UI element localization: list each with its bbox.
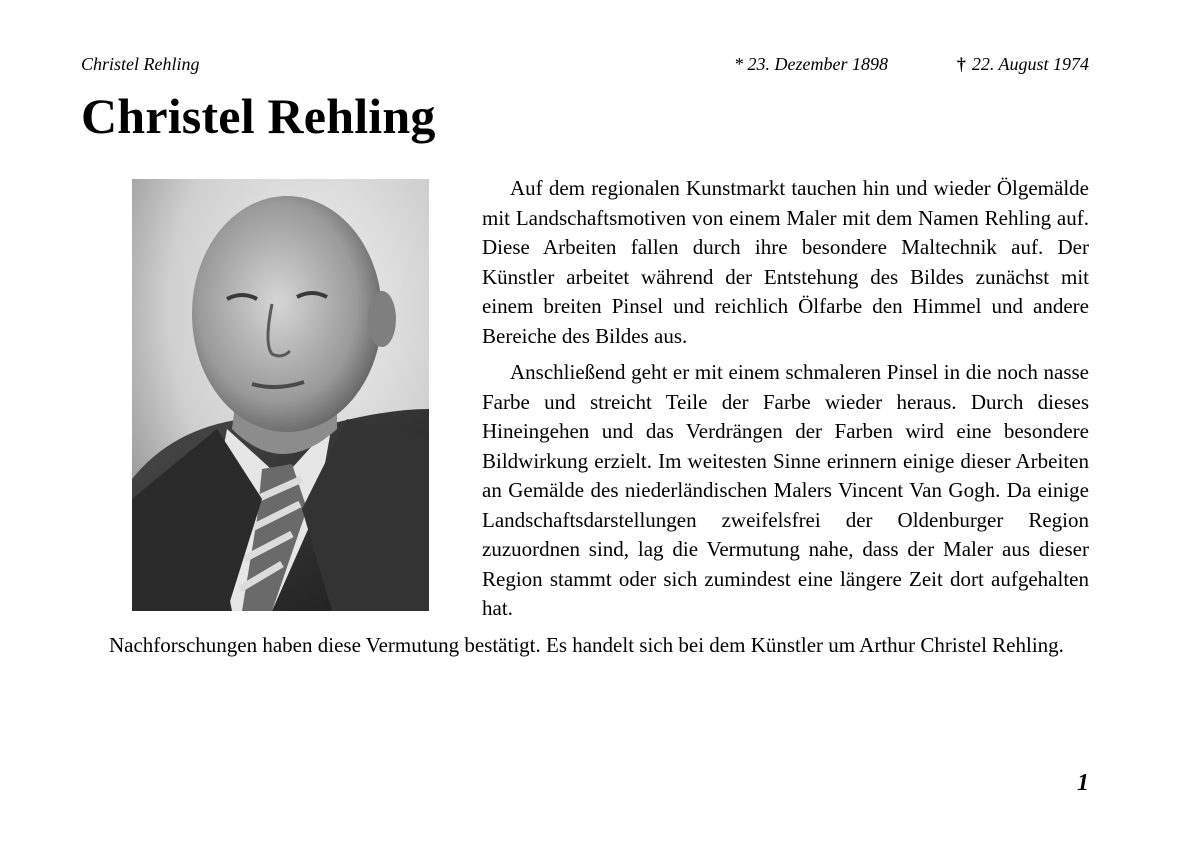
- page-title: Christel Rehling: [81, 88, 436, 144]
- birth-date: * 23. Dezember 1898: [734, 54, 888, 74]
- page-number: 1: [1077, 770, 1089, 796]
- article-body: [81, 174, 1089, 667]
- death-date: 22. August 1974: [971, 54, 1089, 74]
- paragraph: Auf dem regionalen Kunstmarkt tauchen hin und wieder Ölgemälde mit Landschaftsmotiven von einem Maler mit dem Namen Rehling auf. Diese Arbeiten fallen durch ihre besondere Maltechnik auf. Der Künstler arbeitet während der Entstehung des Bildes zunächst mit einem breiten Pinsel und reichlich Ölfarbe den Himmel und andere Bereiche des Bildes aus.: [482, 176, 1089, 348]
- running-head-name: Christel Rehling: [81, 54, 200, 74]
- paragraph: Nachforschungen haben diese Vermutung bestätigt. Es handelt sich bei dem Künstler um Arthur Christel Rehling.: [109, 632, 1064, 657]
- death-cross-icon: †: [956, 54, 966, 74]
- portrait-space: [81, 174, 482, 614]
- death-info: [957, 51, 1089, 77]
- running-head: [81, 51, 1089, 77]
- paragraph: Anschließend geht er mit einem schmaleren Pinsel in die noch nasse Farbe und streicht Teile der Farbe wieder heraus. Durch dieses Hineingehen und das Verdrängen der Farben wird eine besondere Bildwirkung erzielt. Im weitesten Sinne erinnern einige dieser Arbeiten an Gemälde des niederländischen Malers Vincent Van Gogh. Da einige Landschaftsdarstellungen zweifelsfrei der Oldenburger Region zuzuordnen sind, lag die Vermutung nahe, dass der Maler aus dieser Region stammt oder sich zumindest eine längere Zeit dort aufgehalten hat.: [482, 360, 1089, 620]
